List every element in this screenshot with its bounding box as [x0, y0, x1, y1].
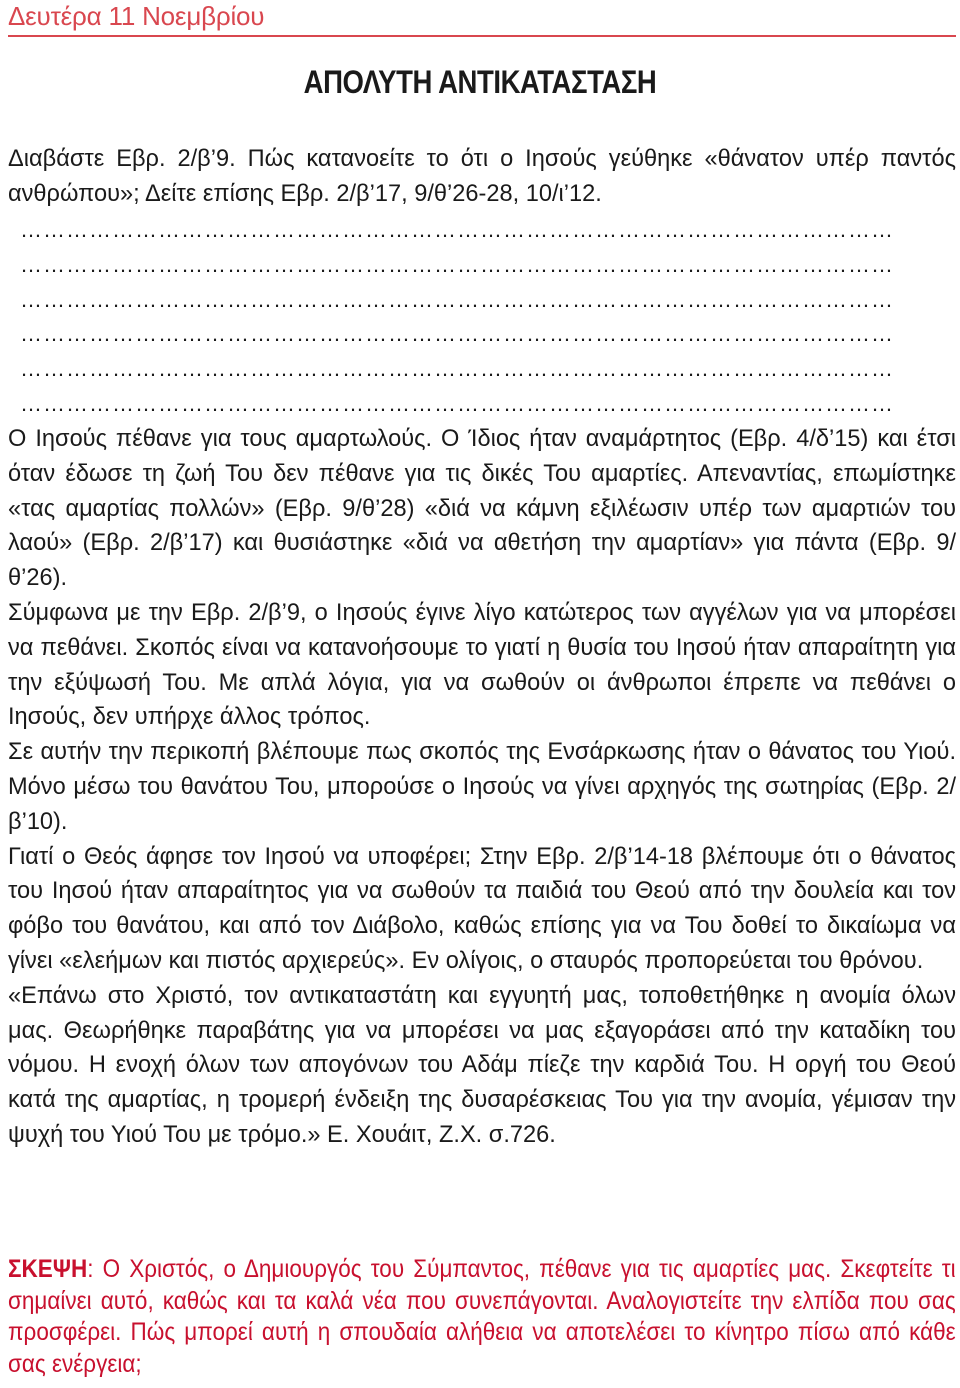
thought-label: ΣΚΕΨΗ [8, 1255, 88, 1283]
page-date: Δευτέρα 11 Νοεμβρίου [8, 1, 265, 31]
thought-box [8, 1254, 956, 1380]
answer-line: …………………………………………………………………………………………………… [20, 321, 894, 347]
header-divider [8, 35, 956, 37]
thought-separator: : [87, 1255, 103, 1283]
main-commentary [8, 422, 956, 1153]
answer-line: …………………………………………………………………………………………………… [20, 217, 894, 242]
page-title: ΑΠΟΛΥΤΗ ΑΝΤΙΚΑΤΑΣΤΑΣΗ [303, 64, 657, 100]
question-text: Διαβάστε Εβρ. 2/β’9. Πώς κατανοείτε το ότι ο Ιησούς γεύθηκε «θάνατον υπέρ παντός ανθρώπου»; Δείτε επίσης Εβρ. 2/β’17, 9/θ’26-28, 10/ι’12. [8, 146, 956, 207]
paragraph: Σε αυτήν την περικοπή βλέπουμε πως σκοπός της Ενσάρκωσης ήταν ο θάνατος του Υιού. Μόνο μέσω του θανάτου Του, μπορούσε ο Ιησούς να γίνει αρχηγός της σωτηρίας (Εβρ. 2/β’10). [8, 739, 956, 835]
answer-line: …………………………………………………………………………………………………… [20, 390, 894, 416]
paragraph: Ο Ιησούς πέθανε για τους αμαρτωλούς. Ο Ίδιος ήταν αναμάρτητος (Εβρ. 4/δ’15) και έτσι όταν έδωσε τη ζωή Του δεν πέθανε για τις δικές Του αμαρτίες. Απεναντίας, επωμίστηκε «τας αμαρτίας πολλών» (Εβρ. 9/θ’28) «διά να κάμνη εξιλέωσιν υπέρ των αμαρτιών του λαού» (Εβρ. 2/β’17) και θυσιάστηκε «διά να αθετήση την αμαρτίαν» για πάντα (Εβρ. 9/θ’26). [8, 426, 956, 592]
paragraph: Σύμφωνα με την Εβρ. 2/β’9, ο Ιησούς έγινε λίγο κατώτερος των αγγέλων για να μπορέσει να πεθάνει. Σκοπός είναι να κατανοήσουμε το γιατί η θυσία του Ιησού ήταν απαραίτητη για την εξύψωσή Του. Με απλά λόγια, για να σωθούν οι άνθρωποι έπρεπε να πεθάνει ο Ιησούς, δεν υπήρχε άλλος τρόπος. [8, 599, 956, 731]
thought-text: Ο Χριστός, ο Δημιουργός του Σύμπαντος, πέθανε για τις αμαρτίες μας. Σκεφτείτε τι σημαίνει αυτό, καθώς και τα καλά νέα που συνεπάγονται. Αναλογιστείτε την ελπίδα που σας προσφέρει. Πώς μπορεί αυτή η σπουδαία αλήθεια να αποτελέσει το κίνητρο πίσω από κάθε σας ενέργεια; [8, 1255, 956, 1378]
paragraph: «Επάνω στο Χριστό, τον αντικαταστάτη και εγγυητή μας, τοποθετήθηκε η ανομία όλων μας. Θεωρήθηκε παραβάτης για να μπορέσει να μας εξαγοράσει από την καταδίκη του νόμου. Η ενοχή όλων των απογόνων του Αδάμ πίεζε την καρδιά Του. Η οργή του Θεού κατά της αμαρτίας, η τρομερή ένδειξη της δυσαρέσκειας Του για την ανομία, γέμισαν την ψυχή του Υιού Του με τρόμο.» Ε. Χουάιτ, Ζ.Χ. σ.726. [8, 982, 956, 1148]
answer-line: …………………………………………………………………………………………………… [20, 251, 894, 277]
answer-line: …………………………………………………………………………………………………… [20, 286, 894, 312]
paragraph: Γιατί ο Θεός άφησε τον Ιησού να υποφέρει; Στην Εβρ. 2/β’14-18 βλέπουμε ότι ο θάνατος του Ιησού ήταν απαραίτητος για να σωθούν τα παιδιά του Θεού από την δουλεία και τον φόβο του θανάτου, και από τον Διάβολο, καθώς επίσης για να Του δοθεί το δικαίωμα να γίνει «ελεήμων και πιστός αρχιερεύς». Εν ολίγοις, ο σταυρός προπορεύεται του θρόνου. [8, 843, 956, 974]
answer-lines [20, 213, 950, 422]
study-question [8, 142, 956, 212]
answer-line: …………………………………………………………………………………………………… [20, 356, 894, 382]
